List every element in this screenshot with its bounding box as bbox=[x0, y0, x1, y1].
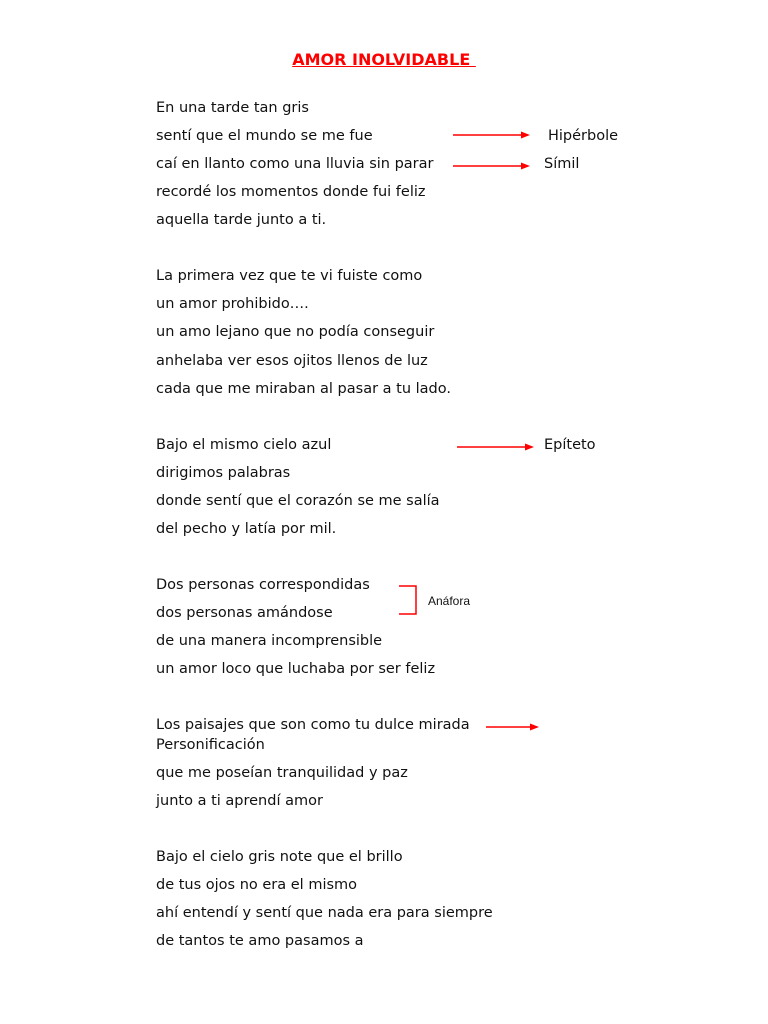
poem-line: junto a ti aprendí amor bbox=[156, 793, 323, 809]
poem-line: Dos personas correspondidas bbox=[156, 577, 370, 593]
arrow-personificacion bbox=[486, 724, 539, 731]
poem-line: anhelaba ver esos ojitos llenos de luz bbox=[156, 353, 428, 369]
poem-line: Bajo el mismo cielo azul bbox=[156, 437, 332, 453]
annotation-simil: Símil bbox=[544, 156, 580, 172]
poem-title: AMOR INOLVIDABLE bbox=[292, 50, 476, 69]
poem-line: recordé los momentos donde fui feliz bbox=[156, 184, 426, 200]
poem-line: de tus ojos no era el mismo bbox=[156, 877, 358, 893]
arrow-hiperbole bbox=[453, 132, 530, 139]
poem-line: cada que me miraban al pasar a tu lado. bbox=[156, 381, 451, 397]
poem-line: del pecho y latía por mil. bbox=[156, 521, 337, 537]
annotation-epiteto: Epíteto bbox=[544, 437, 596, 453]
poem-line: un amo lejano que no podía conseguir bbox=[156, 324, 435, 340]
arrow-epiteto bbox=[457, 444, 534, 451]
poem-line: de tantos te amo pasamos a bbox=[156, 933, 364, 949]
poem-line: caí en llanto como una lluvia sin parar bbox=[156, 156, 434, 172]
poem-line: Personificación bbox=[156, 737, 265, 753]
annotation-hiperbole: Hipérbole bbox=[548, 128, 619, 144]
annotation-anafora: Anáfora bbox=[428, 594, 471, 608]
poem-line: En una tarde tan gris bbox=[156, 100, 309, 116]
poem-line: sentí que el mundo se me fue bbox=[156, 128, 373, 144]
poem-line: aquella tarde junto a ti. bbox=[156, 212, 327, 228]
poem-line: donde sentí que el corazón se me salía bbox=[156, 493, 440, 509]
poem-line: un amor prohibido…. bbox=[156, 296, 309, 312]
poem-line: dirigimos palabras bbox=[156, 465, 291, 481]
bracket-anafora bbox=[399, 586, 416, 614]
poem-line: La primera vez que te vi fuiste como bbox=[156, 268, 423, 284]
poem-line: ahí entendí y sentí que nada era para siempre bbox=[156, 905, 493, 921]
poem-line: Bajo el cielo gris note que el brillo bbox=[156, 849, 403, 865]
poem-line: un amor loco que luchaba por ser feliz bbox=[156, 661, 436, 677]
poem-line: que me poseían tranquilidad y paz bbox=[156, 765, 408, 781]
arrow-simil bbox=[453, 163, 530, 170]
poem-line: Los paisajes que son como tu dulce mirada bbox=[156, 717, 470, 733]
poem-line: de una manera incomprensible bbox=[156, 633, 383, 649]
poem-line: dos personas amándose bbox=[156, 605, 333, 621]
